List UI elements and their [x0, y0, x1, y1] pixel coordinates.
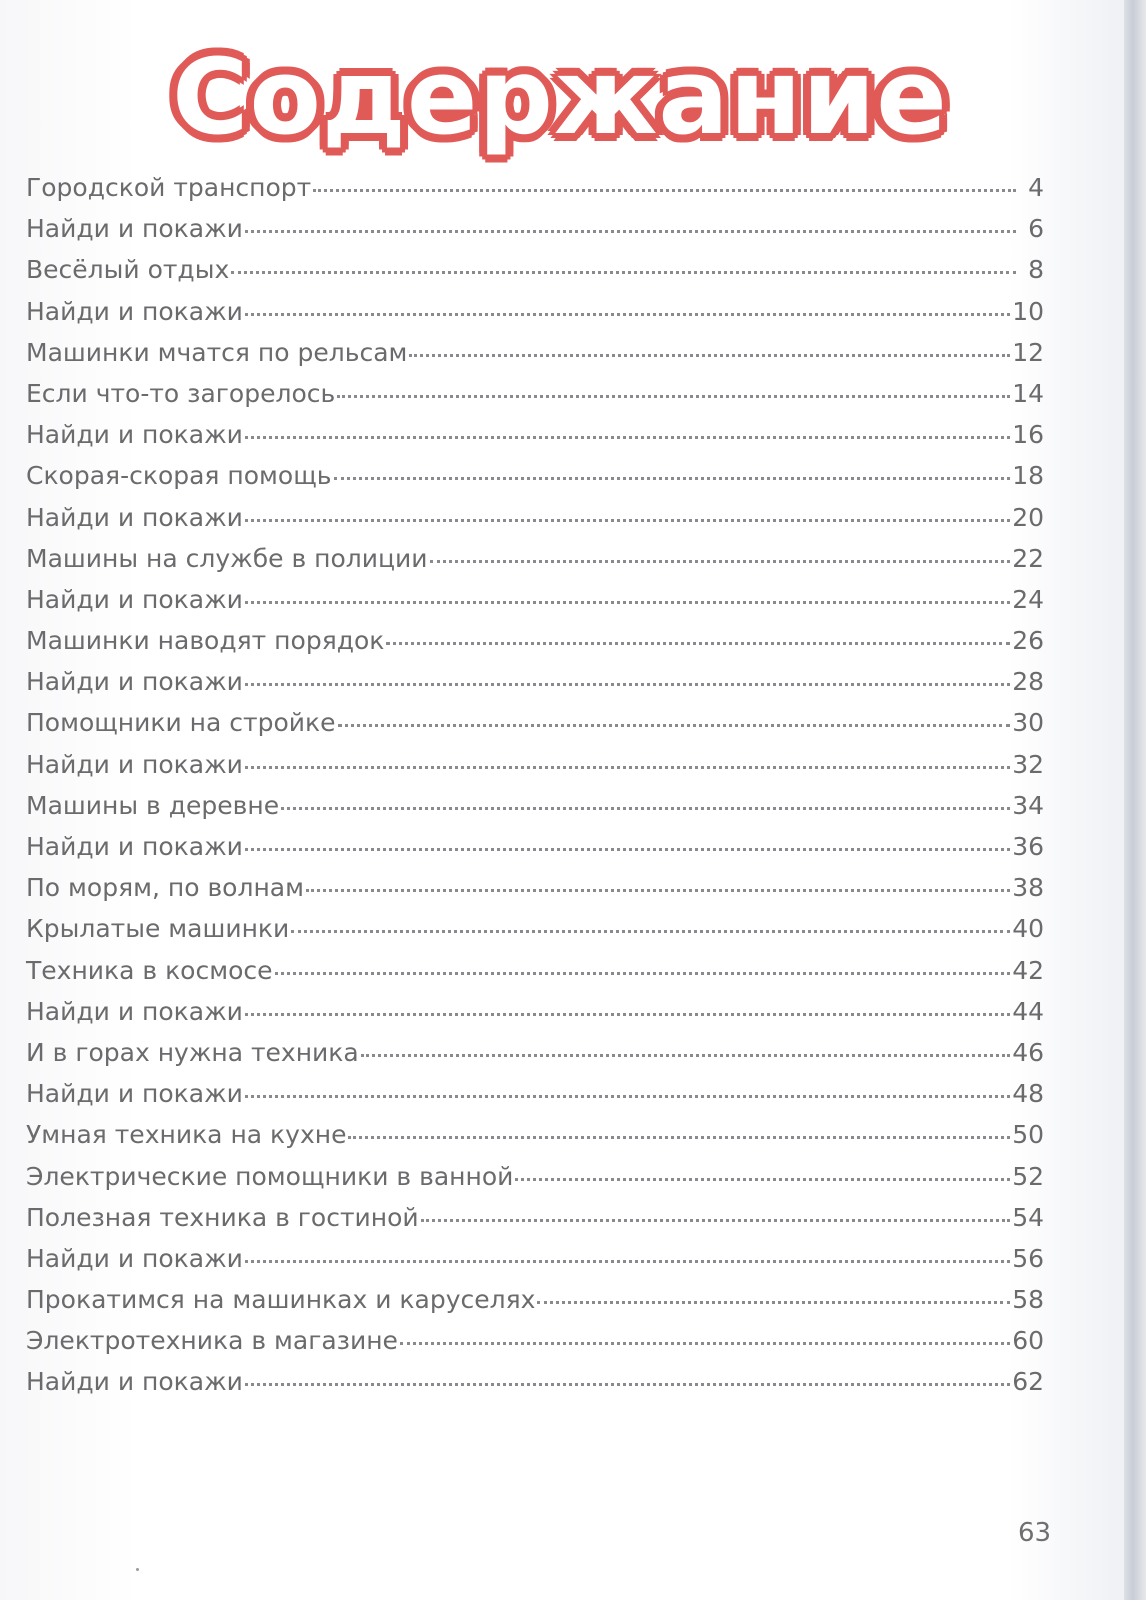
toc-entry-title: Найди и покажи: [26, 1079, 243, 1109]
toc-entry-title: Найди и покажи: [26, 296, 243, 326]
toc-entry: [26, 708, 1044, 749]
toc-entry-title: Если что-то загорелось: [26, 378, 336, 408]
dot-leader: [386, 642, 1010, 645]
dot-leader: [275, 972, 1011, 975]
toc-entry: [26, 914, 1044, 955]
toc-entry-page: 52: [1012, 1161, 1044, 1191]
dot-leader: [245, 1013, 1010, 1016]
toc-entry: [26, 626, 1044, 667]
page-title: Содержание: [172, 36, 948, 158]
toc-entry: [26, 1285, 1044, 1326]
toc-entry-title: Умная техника на кухне: [26, 1120, 347, 1150]
toc-entry: [26, 997, 1044, 1038]
dot-leader: [231, 271, 1016, 274]
toc-entry-title: Электрические помощники в ванной: [26, 1161, 514, 1191]
dot-leader: [245, 1095, 1010, 1098]
toc-entry-page: 20: [1012, 502, 1044, 532]
dot-leader: [245, 519, 1010, 522]
toc-entry: [26, 750, 1044, 791]
toc-entry-title: Найди и покажи: [26, 502, 243, 532]
dot-leader: [337, 395, 1010, 398]
toc-entry: [26, 1162, 1044, 1203]
toc-entry-title: Найди и покажи: [26, 749, 243, 779]
toc-entry-title: Электротехника в магазине: [26, 1326, 398, 1356]
toc-entry-title: Найди и покажи: [26, 832, 243, 861]
dot-leader: [245, 683, 1010, 686]
toc-entry-title: Найди и покажи: [26, 420, 243, 450]
toc-entry: [26, 1038, 1044, 1079]
toc-entry-title: Машинки наводят порядок: [26, 626, 385, 656]
toc-entry-page: 34: [1012, 790, 1044, 820]
toc-entry-title: По морям, по волнам: [26, 873, 304, 903]
title-container: [0, 36, 1120, 158]
dot-leader: [245, 230, 1016, 233]
dot-leader: [245, 1260, 1010, 1263]
toc-entry: [26, 255, 1044, 296]
toc-entry-page: 40: [1012, 914, 1044, 944]
toc-entry: [26, 214, 1044, 255]
toc-entry-page: 46: [1012, 1037, 1044, 1067]
toc-entry-title: И в горах нужна техника: [26, 1037, 359, 1067]
toc-entry-page: 14: [1012, 378, 1044, 408]
toc-entry: [26, 667, 1044, 708]
toc-entry-page: 36: [1012, 832, 1044, 861]
toc-entry-title: Найди и покажи: [26, 214, 243, 244]
toc-entry: [26, 420, 1044, 461]
toc-entry-page: 38: [1012, 873, 1044, 903]
toc-entry: [26, 1367, 1044, 1408]
toc-entry-title: Найди и покажи: [26, 1243, 243, 1273]
dot-leader: [245, 436, 1010, 439]
toc-entry-title: Найди и покажи: [26, 1367, 243, 1397]
toc-entry-title: Машины на службе в полиции: [26, 543, 428, 573]
toc-entry: [26, 1244, 1044, 1285]
toc-entry-page: 28: [1012, 667, 1044, 697]
toc-entry: [26, 791, 1044, 832]
toc-entry: [26, 1326, 1044, 1367]
toc-entry: [26, 544, 1044, 585]
dot-leader: [245, 766, 1010, 769]
toc-entry: [26, 338, 1044, 379]
toc-entry-title: Весёлый отдых: [26, 255, 230, 285]
toc-entry-page: 44: [1012, 996, 1044, 1026]
toc-entry-title: Полезная техника в гостиной: [26, 1202, 419, 1232]
toc-entry: [26, 585, 1044, 626]
toc-entry-page: 24: [1012, 584, 1044, 614]
dot-leader: [291, 930, 1010, 933]
toc-entry-title: Помощники на стройке: [26, 708, 336, 738]
page-edge: [1124, 0, 1146, 1600]
dot-leader: [245, 1383, 1010, 1386]
dot-leader: [245, 313, 1010, 316]
toc-entry-page: 58: [1012, 1285, 1044, 1315]
toc-entry: [26, 1203, 1044, 1244]
dot-leader: [313, 189, 1016, 192]
dot-leader: [361, 1054, 1010, 1057]
toc-entry: [26, 503, 1044, 544]
toc-entry: [26, 297, 1044, 338]
dot-leader: [245, 848, 1010, 851]
table-of-contents: [26, 173, 1044, 1409]
toc-entry: [26, 461, 1044, 502]
toc-entry-page: 8: [1028, 255, 1044, 285]
dot-leader: [338, 724, 1011, 727]
dot-leader: [348, 1136, 1010, 1139]
toc-entry-page: 6: [1028, 214, 1044, 244]
toc-entry-title: Найди и покажи: [26, 584, 243, 614]
toc-entry-page: 4: [1028, 173, 1044, 202]
toc-entry: [26, 956, 1044, 997]
dot-leader: [334, 477, 1011, 480]
toc-entry-page: 32: [1012, 749, 1044, 779]
toc-entry-title: Техника в космосе: [26, 955, 273, 985]
toc-entry-page: 10: [1012, 296, 1044, 326]
toc-entry: [26, 173, 1044, 214]
toc-entry-page: 22: [1012, 543, 1044, 573]
dot-leader: [245, 601, 1010, 604]
dot-leader: [537, 1301, 1010, 1304]
toc-entry-page: 50: [1012, 1120, 1044, 1150]
toc-entry-title: Городской транспорт: [26, 173, 312, 202]
toc-entry: [26, 1079, 1044, 1120]
toc-entry-title: Прокатимся на машинках и каруселях: [26, 1285, 536, 1315]
toc-entry: [26, 1120, 1044, 1161]
toc-entry: [26, 832, 1044, 873]
toc-entry-page: 26: [1012, 626, 1044, 656]
dot-leader: [515, 1178, 1010, 1181]
toc-entry-title: Машинки мчатся по рельсам: [26, 337, 408, 367]
toc-entry: [26, 379, 1044, 420]
paper-speck: [136, 1568, 139, 1571]
toc-entry-page: 54: [1012, 1202, 1044, 1232]
toc-entry-title: Скорая-скорая помощь: [26, 461, 332, 491]
toc-entry-page: 30: [1012, 708, 1044, 738]
toc-entry: [26, 873, 1044, 914]
page-number: 63: [1018, 1518, 1052, 1548]
dot-leader: [400, 1342, 1010, 1345]
dot-leader: [421, 1219, 1011, 1222]
toc-entry-page: 18: [1012, 461, 1044, 491]
toc-entry-title: Крылатые машинки: [26, 914, 290, 944]
toc-entry-page: 62: [1012, 1367, 1044, 1397]
toc-entry-page: 12: [1012, 337, 1044, 367]
toc-entry-page: 60: [1012, 1326, 1044, 1356]
toc-entry-title: Найди и покажи: [26, 667, 243, 697]
dot-leader: [306, 889, 1010, 892]
toc-entry-page: 56: [1012, 1243, 1044, 1273]
toc-entry-page: 48: [1012, 1079, 1044, 1109]
dot-leader: [409, 354, 1010, 357]
dot-leader: [281, 807, 1010, 810]
dot-leader: [430, 560, 1011, 563]
toc-entry-page: 42: [1012, 955, 1044, 985]
toc-entry-title: Машины в деревне: [26, 790, 280, 820]
toc-entry-title: Найди и покажи: [26, 996, 243, 1026]
toc-entry-page: 16: [1012, 420, 1044, 450]
